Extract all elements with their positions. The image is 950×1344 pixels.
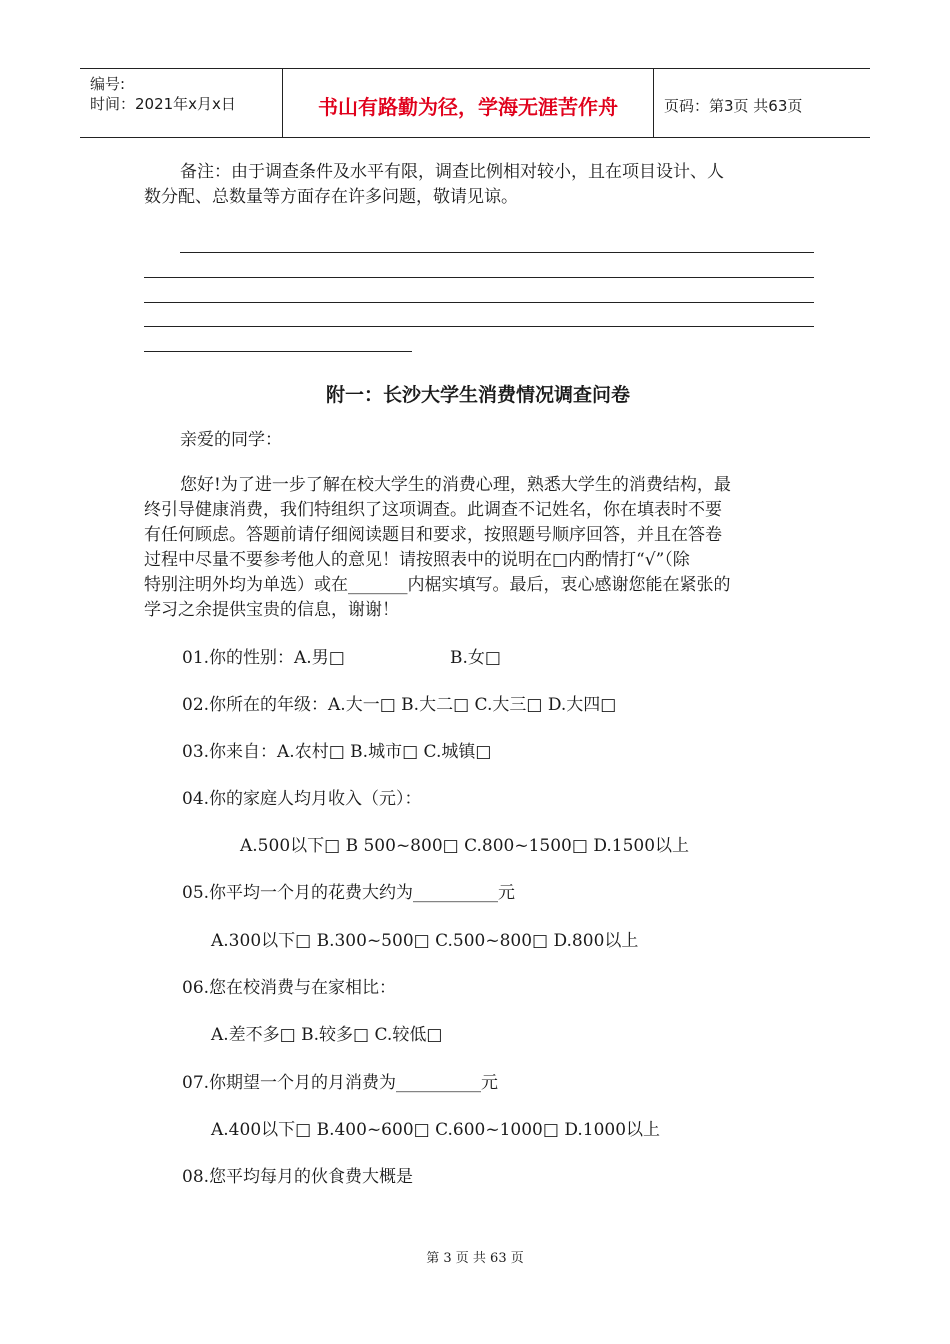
question-05: 05.你平均一个月的花费大约为__________元 [182,883,516,903]
question-01: 01.你的性别：A.男□ [182,648,345,668]
blank-line [180,252,814,253]
question-05-options: A.300以下□ B.300~500□ C.500~800□ D.800以上 [211,931,639,951]
question-01-option-b: B.女□ [450,648,501,668]
question-07-options: A.400以下□ B.400~600□ C.600~1000□ D.1000以上 [211,1120,661,1140]
question-03: 03.你来自：A.农村□ B.城市□ C.城镇□ [182,742,492,762]
document-number-label: 编号: [90,75,126,93]
blank-line [144,326,814,327]
header-left-cell [80,69,283,137]
document-time-label: 时间：2021年x月x日 [90,95,236,113]
intro-line: 过程中尽量不要参考他人的意见！请按照表中的说明在□内酌情打“√”（除 [144,550,690,570]
intro-line: 您好!为了进一步了解在校大学生的消费心理，熟悉大学生的消费结构，最 [180,475,731,495]
blank-line [144,302,814,303]
page-footer: 第 3 页 共 63 页 [426,1251,524,1266]
intro-line: 学习之余提供宝贵的信息，谢谢！ [144,600,399,620]
intro-paragraph [144,473,812,623]
question-02: 02.你所在的年级：A.大一□ B.大二□ C.大三□ D.大四□ [182,695,617,715]
header-right-cell [654,69,870,137]
question-04: 04.你的家庭人均月收入（元）： [182,789,422,809]
question-07: 07.你期望一个月的月消费为__________元 [182,1073,499,1093]
note-paragraph [144,160,812,210]
header-motto: 书山有路勤为径，学海无涯苦作舟 [318,95,618,119]
appendix-title: 附一：长沙大学生消费情况调查问卷 [325,384,630,406]
note-line: 备注：由于调查条件及水平有限，调查比例相对较小，且在项目设计、人 [180,162,724,182]
header-middle-cell [283,69,654,137]
intro-line: 有任何顾虑。答题前请仔细阅读题目和要求，按照题号顺序回答，并且在答卷 [144,525,722,545]
page-header [80,68,870,138]
greeting: 亲爱的同学： [180,430,282,450]
question-08: 08.您平均每月的伙食费大概是 [182,1167,414,1187]
question-04-options: A.500以下□ B 500~800□ C.800~1500□ D.1500以上 [240,836,690,856]
question-06: 06.您在校消费与在家相比： [182,978,397,998]
intro-line: 终引导健康消费，我们特组织了这项调查。此调查不记姓名，你在填表时不要 [144,500,722,520]
note-line: 数分配、总数量等方面存在许多问题，敬请见谅。 [144,187,518,207]
question-06-options: A.差不多□ B.较多□ C.较低□ [211,1025,443,1045]
header-page-code: 页码：第3页 共63页 [664,97,803,115]
blank-line [144,351,412,352]
blank-line [144,277,814,278]
intro-line: 特别注明外均为单选）或在_______内椐实填写。最后，衷心感谢您能在紧张的 [144,575,731,595]
